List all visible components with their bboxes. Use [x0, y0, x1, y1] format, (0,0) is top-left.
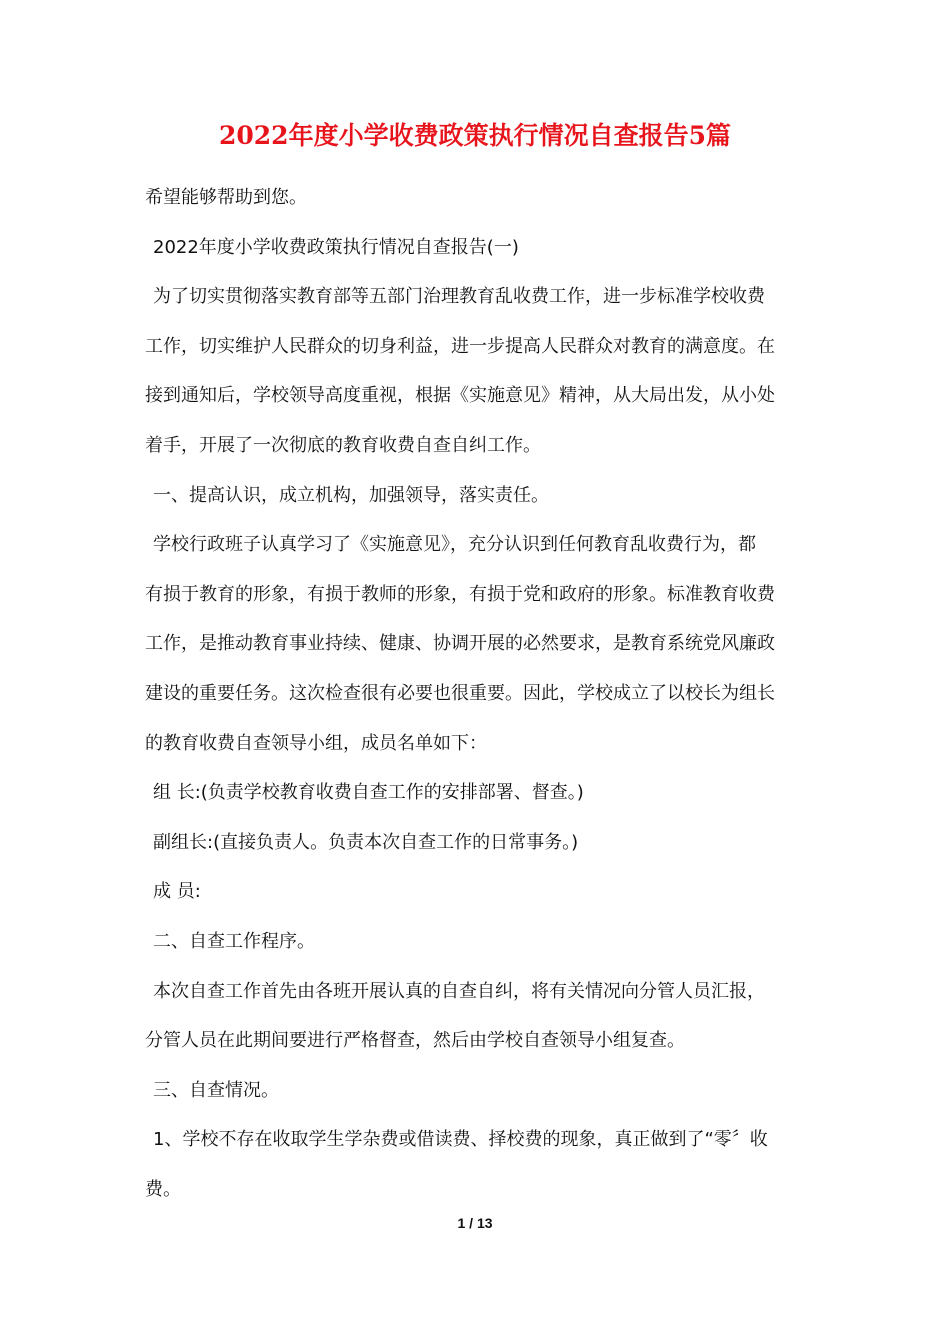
paragraph-line: 学校行政班子认真学习了《实施意见》，充分认识到任何教育乱收费行为，都 [153, 534, 756, 556]
member-role-line: 成 员: [153, 881, 201, 903]
document-title: 2022年度小学收费政策执行情况自查报告5篇 [219, 121, 731, 150]
paragraph-line: 为了切实贯彻落实教育部等五部门治理教育乱收费工作，进一步标准学校收费 [153, 286, 765, 308]
member-role-line: 组 长:(负责学校教育收费自查工作的安排部署、督查。) [153, 782, 584, 804]
paragraph-line: 工作，是推动教育事业持续、健康、协调开展的必然要求，是教育系统党风廉政 [145, 633, 775, 655]
section-heading: 二、自查工作程序。 [153, 930, 315, 952]
section-heading: 三、自查情况。 [153, 1079, 279, 1101]
paragraph-line: 接到通知后，学校领导高度重视，根据《实施意见》精神，从大局出发，从小处 [145, 385, 775, 407]
paragraph-line: 1、学校不存在收取学生学杂费或借读费、择校费的现象，真正做到了“零〞收 [153, 1129, 768, 1151]
paragraph-line: 希望能够帮助到您。 [145, 187, 307, 208]
paragraph-line: 建设的重要任务。这次检查很有必要也很重要。因此，学校成立了以校长为组长 [145, 682, 775, 704]
page-number: 1 / 13 [457, 1215, 493, 1231]
paragraph-line: 的教育收费自查领导小组，成员名单如下： [145, 732, 487, 754]
paragraph-line: 费。 [145, 1178, 181, 1200]
paragraph-line: 着手，开展了一次彻底的教育收费自查自纠工作。 [145, 434, 541, 456]
document-body [145, 180, 821, 1221]
section-heading: 2022年度小学收费政策执行情况自查报告(一) [153, 236, 519, 258]
paragraph-line: 分管人员在此期间要进行严格督查，然后由学校自查领导小组复查。 [145, 1030, 685, 1052]
paragraph-line: 工作，切实维护人民群众的切身利益，进一步提高人民群众对教育的满意度。在 [145, 335, 775, 357]
member-role-line: 副组长:(直接负责人。负责本次自查工作的日常事务。) [153, 831, 579, 853]
paragraph-line: 有损于教育的形象，有损于教师的形象，有损于党和政府的形象。标准教育收费 [145, 583, 775, 605]
paragraph-line: 本次自查工作首先由各班开展认真的自查自纠，将有关情况向分管人员汇报， [153, 980, 765, 1002]
section-heading: 一、提高认识，成立机构，加强领导，落实责任。 [153, 484, 549, 506]
